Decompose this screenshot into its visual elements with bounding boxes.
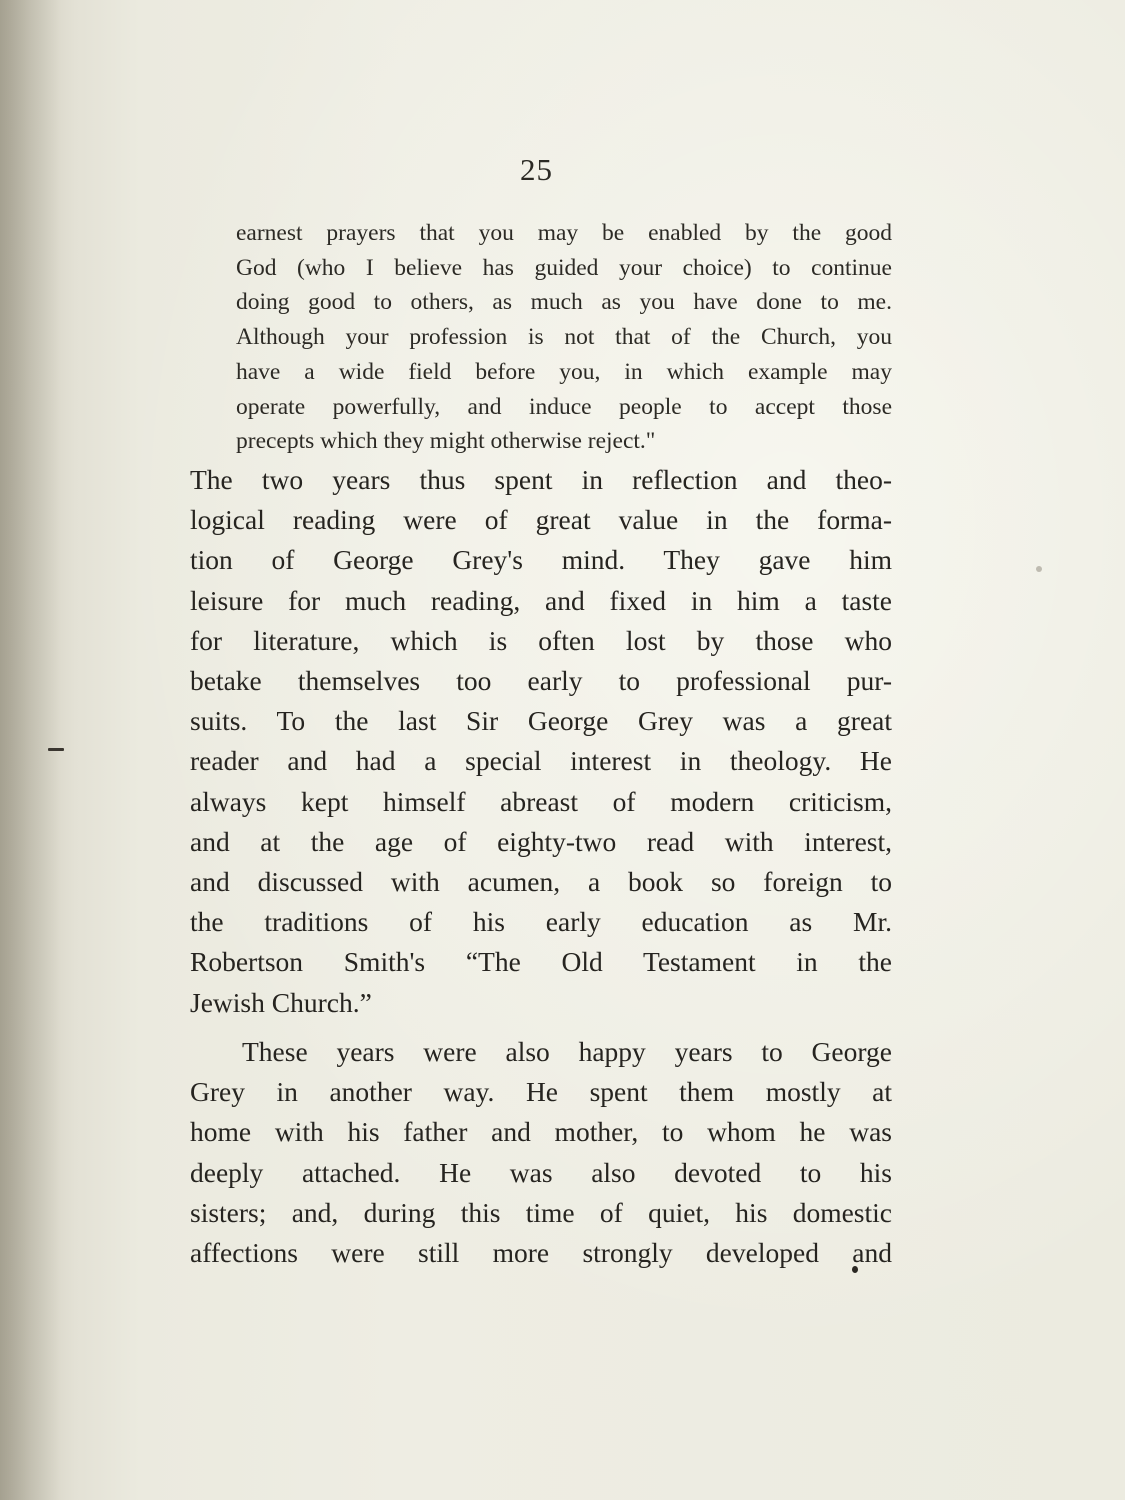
quote-line: precepts which they might otherwise reject." [236, 428, 656, 455]
text-line: Grey in another way. He spent them mostly at [190, 1076, 892, 1108]
text-line: Jewish Church.” [190, 986, 372, 1018]
text-line: leisure for much reading, and fixed in him a taste [190, 584, 892, 616]
paper-speck [1036, 566, 1042, 572]
quote-line: Although your profession is not that of the Church, you [236, 324, 892, 351]
text-line: Robertson Smith's “The Old Testament in the [190, 946, 892, 978]
paragraph-happy-years [190, 1032, 892, 1273]
text-line: betake themselves too early to professional pur- [190, 665, 892, 697]
quote-line: earnest prayers that you may be enabled by the good [236, 220, 892, 246]
page-number: 25 [520, 152, 553, 187]
quote-line: operate powerfully, and induce people to accept those [236, 393, 892, 420]
quote-line: have a wide field before you, in which example may [236, 358, 892, 385]
text-line: tion of George Grey's mind. They gave him [190, 544, 892, 576]
text-line: and at the age of eighty-two read with interest, [190, 825, 892, 857]
quoted-letter [236, 216, 892, 459]
text-line: always kept himself abreast of modern criticism, [190, 785, 892, 817]
text-line: The two years thus spent in reflection and theo- [190, 464, 892, 495]
gutter-mark [48, 748, 64, 751]
text-line: affections were still more strongly developed and [190, 1237, 892, 1269]
text-line: sisters; and, during this time of quiet, his domestic [190, 1196, 892, 1228]
paragraph-two-years [190, 460, 892, 1023]
text-line: the traditions of his early education as Mr. [190, 906, 892, 938]
text-line: home with his father and mother, to whom he was [190, 1116, 892, 1148]
text-line: deeply attached. He was also devoted to his [190, 1156, 892, 1188]
quote-line: God (who I believe has guided your choice) to continue [236, 254, 892, 281]
text-line: logical reading were of great value in the forma- [190, 504, 892, 536]
text-line: for literature, which is often lost by those who [190, 624, 892, 656]
text-line: suits. To the last Sir George Grey was a great [190, 705, 892, 737]
text-line: reader and had a special interest in theology. He [190, 745, 892, 777]
text-line: These years were also happy years to George [242, 1036, 892, 1067]
quote-line: doing good to others, as much as you have done to me. [236, 289, 892, 316]
text-line: and discussed with acumen, a book so foreign to [190, 866, 892, 898]
